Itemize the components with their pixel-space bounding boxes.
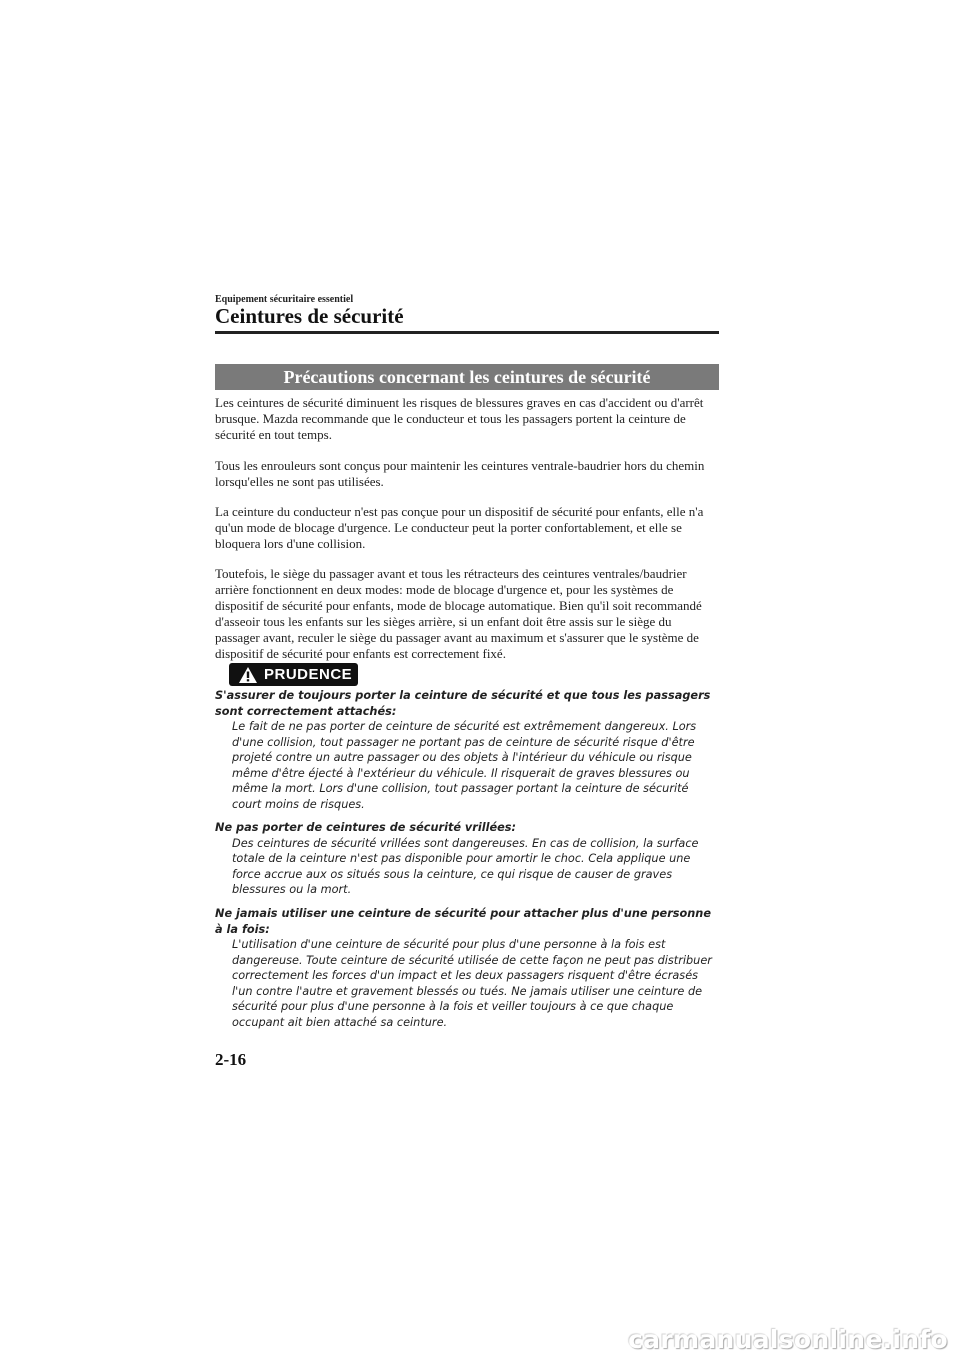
section-label: Equipement sécuritaire essentiel: [215, 294, 354, 305]
paragraph-driver-belt: La ceinture du conducteur n'est pas conçue pour un dispositif de sécurité pour enfants, elle n'a qu'un mode de blocage d'urgence. Le conducteur peut la porter confortablement, et elle se bloquera lors d'une collision.: [215, 504, 704, 551]
caution-item-lead: Ne pas porter de ceintures de sécurité vrillées:: [215, 821, 517, 834]
caution-item-detail: Des ceintures de sécurité vrillées sont dangereuses. En cas de collision, la surface totale de la ceinture n'est pas disponible pour amortir le choc. Cela applique une force accrue aux os situés sous la ceinture, ce qui risque de causer de graves blessures ou la mort.: [232, 836, 699, 896]
caution-label: PRUDENCE: [264, 666, 353, 683]
header-divider: [215, 331, 719, 334]
warning-triangle-icon: [238, 666, 258, 684]
caution-item: [215, 820, 719, 898]
caution-item-detail: Le fait de ne pas porter de ceinture de sécurité est extrêmement dangereux. Lors d'une collision, tout passager ne portant pas de ceinture de sécurité risque d'être projeté contre un autre passager ou des objets à l'intérieur du véhicule ou risque même d'être éjecté à l'extérieur du véhicule. Il risquerait de graves blessures ou même la mort. Lors d'une collision, tout passager portant la ceinture de sécurité court moins de risques.: [232, 720, 697, 811]
caution-item: [215, 688, 719, 812]
caution-badge: [229, 663, 358, 686]
caution-item-lead: S'assurer de toujours porter la ceinture de sécurité et que tous les passagers sont correctement attachés:: [215, 689, 711, 718]
caution-item: [215, 906, 719, 1030]
section-banner: Précautions concernant les ceintures de sécurité: [215, 364, 719, 390]
paragraph-locking-modes: Toutefois, le siège du passager avant et tous les rétracteurs des ceintures ventrales/baudrier arrière fonctionnent en deux modes: mode de blocage d'urgence et, pour les systèmes de dispositif de sécurité pour enfants, mode de blocage automatique. Bien qu'il soit recommandé d'asseoir tous les enfants sur les sièges arrière, si un enfant doit être assis sur le siège du passager avant, reculer le siège du passager avant au maximum et s'assurer que le système de dispositif de sécurité pour enfants est correctement fixé.: [215, 566, 702, 661]
caution-item-detail: L'utilisation d'une ceinture de sécurité pour plus d'une personne à la fois est dangereuse. Toute ceinture de sécurité utilisée de cette façon ne peut pas distribuer correctement les forces d'un impact et les deux passagers risquent d'être écrasés l'un contre l'autre et gravement blessés ou tués. Ne jamais utiliser une ceinture de sécurité pour plus d'une personne à la fois et veiller toujours à ce que chaque occupant ait bien attaché sa ceinture.: [232, 938, 712, 1029]
caution-item-lead: Ne jamais utiliser une ceinture de sécurité pour attacher plus d'une personne à la fois:: [215, 907, 712, 936]
watermark-text: carmanualsonline.info: [628, 1325, 948, 1354]
paragraph-intro: Les ceintures de sécurité diminuent les risques de blessures graves en cas d'accident ou d'arrêt brusque. Mazda recommande que le conducteur et tous les passagers portent la ceinture de sécurité en tout temps.: [215, 395, 704, 442]
page-number: 2-16: [215, 1050, 247, 1069]
page-title: Ceintures de sécurité: [215, 304, 404, 328]
paragraph-retractors: Tous les enrouleurs sont conçus pour maintenir les ceintures ventrale-baudrier hors du chemin lorsqu'elles ne sont pas utilisées.: [215, 458, 705, 489]
